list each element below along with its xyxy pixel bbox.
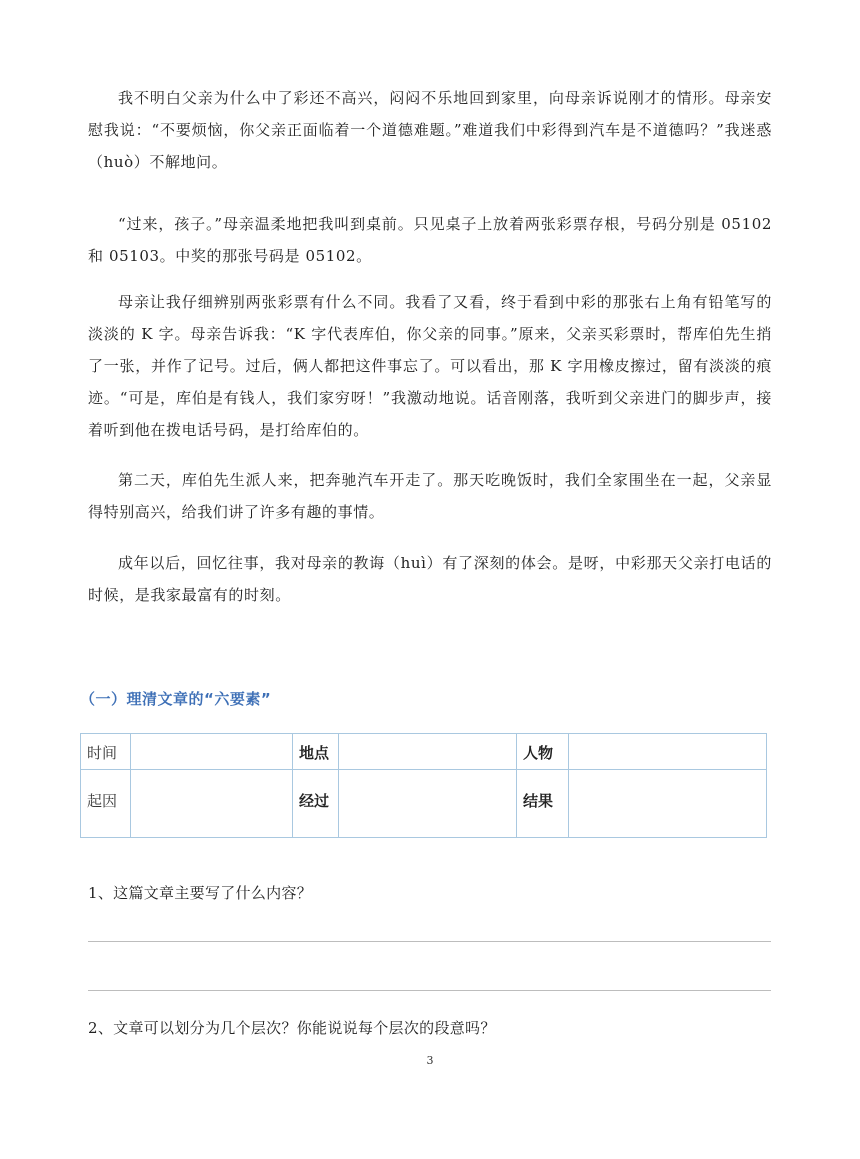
six-elements-table <box>80 733 767 838</box>
paragraph: 母亲让我仔细辨别两张彩票有什么不同。我看了又看，终于看到中彩的那张右上角有铅笔写的淡淡的 K 字。母亲告诉我：“K 字代表库伯，你父亲的同事。”原来，父亲买彩票时，帮库伯先生捎了一张，并作了记号。过后，俩人都把这件事忘了。可以看出，那 K 字用橡皮擦过，留有淡淡的痕迹。“可是，库伯是有钱人，我们家穷呀！”我激动地说。话音刚落，我听到父亲进门的脚步声，接着听到他在拨电话号码，是打给库伯的。 <box>88 293 772 439</box>
page-number: 3 <box>426 1054 434 1067</box>
section-heading: （一）理清文章的“六要素” <box>80 690 272 708</box>
time-answer-cell[interactable] <box>131 734 293 770</box>
process-answer-cell[interactable] <box>339 770 517 838</box>
cause-answer-cell[interactable] <box>131 770 293 838</box>
characters-label: 人物 <box>517 734 569 770</box>
table-row <box>81 734 767 770</box>
table-row <box>81 770 767 838</box>
paragraph: “过来，孩子。”母亲温柔地把我叫到桌前。只见桌子上放着两张彩票存根，号码分别是 05102 和 05103。中奖的那张号码是 05102。 <box>88 215 772 265</box>
paragraph: 第二天，库伯先生派人来，把奔驰汽车开走了。那天吃晚饭时，我们全家围坐在一起，父亲显得特别高兴，给我们讲了许多有趣的事情。 <box>88 471 772 521</box>
result-label: 结果 <box>517 770 569 838</box>
question-1: 1、这篇文章主要写了什么内容？ <box>88 884 313 902</box>
place-label: 地点 <box>293 734 339 770</box>
paragraph: 成年以后，回忆往事，我对母亲的教诲（huì）有了深刻的体会。是呀，中彩那天父亲打电话的时候，是我家最富有的时刻。 <box>88 554 772 604</box>
question-2: 2、文章可以划分为几个层次？你能说说每个层次的段意吗？ <box>88 1019 496 1037</box>
place-answer-cell[interactable] <box>339 734 517 770</box>
characters-answer-cell[interactable] <box>569 734 767 770</box>
answer-line[interactable] <box>88 990 771 991</box>
time-label: 时间 <box>81 734 131 770</box>
result-answer-cell[interactable] <box>569 770 767 838</box>
cause-label: 起因 <box>81 770 131 838</box>
answer-line[interactable] <box>88 941 771 942</box>
process-label: 经过 <box>293 770 339 838</box>
paragraph: 我不明白父亲为什么中了彩还不高兴，闷闷不乐地回到家里，向母亲诉说刚才的情形。母亲安慰我说：“不要烦恼，你父亲正面临着一个道德难题。”难道我们中彩得到汽车是不道德吗？”我迷惑（huò）不解地问。 <box>88 89 772 171</box>
